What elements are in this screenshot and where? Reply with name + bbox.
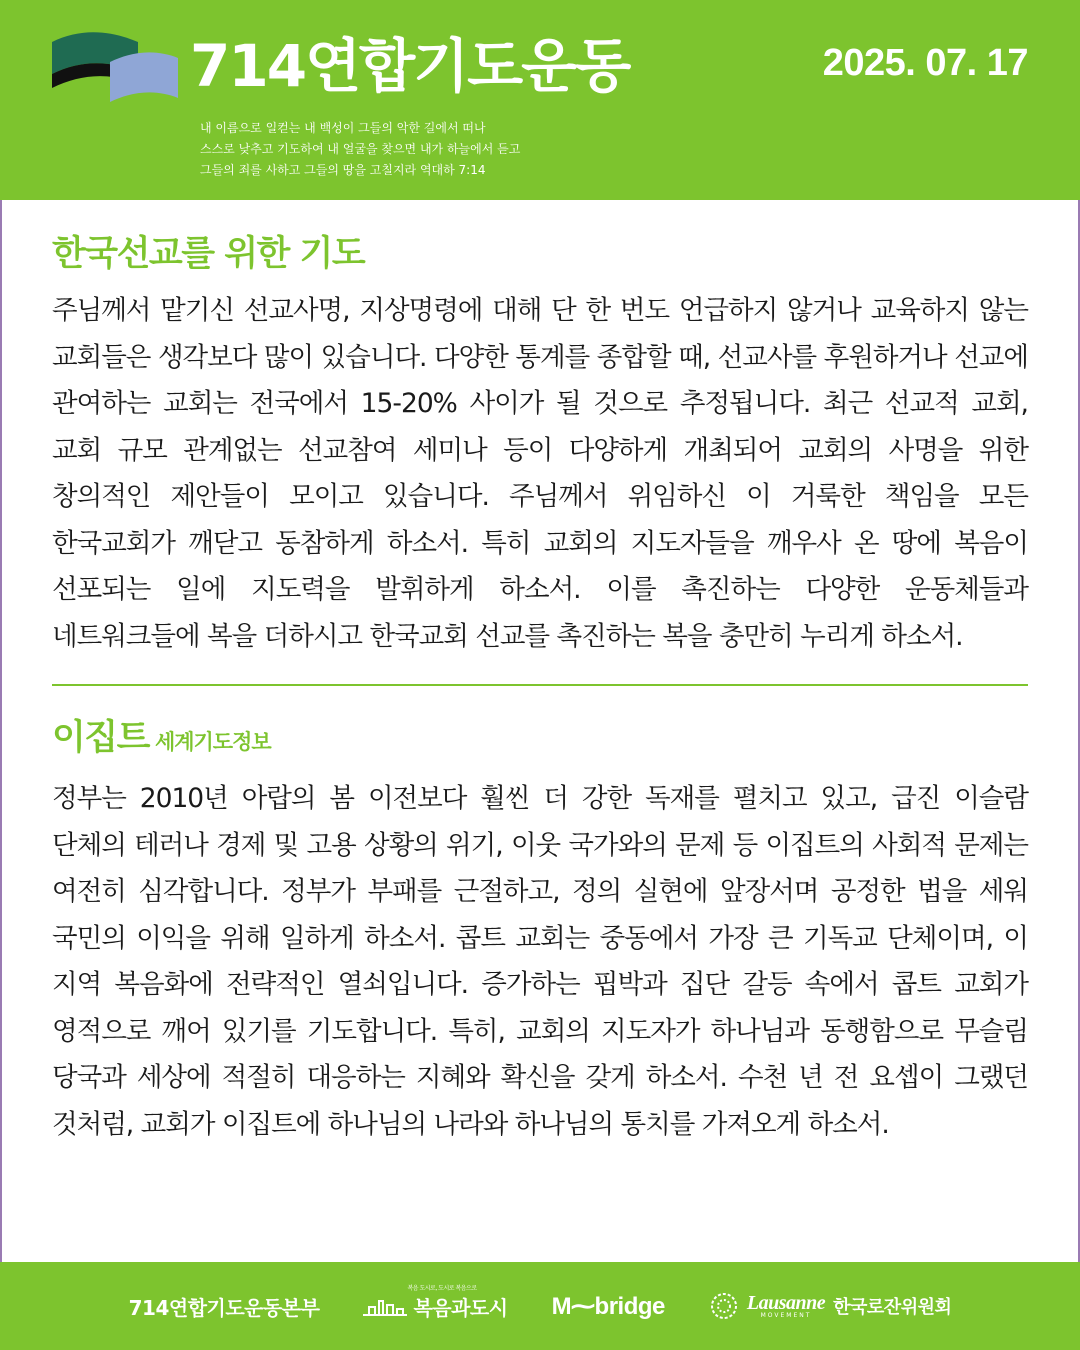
country-name: 이집트 bbox=[52, 718, 149, 758]
section-body-egypt: 정부는 2010년 아랍의 봄 이전보다 훨씬 더 강한 독재를 펼치고 있고, 급진 이슬람 단체의 테러나 경제 및 고용 상황의 위기, 이웃 국가와의 문제 등 이집트의 사회적 문제는 여전히 심각합니다. 정부가 부패를 근절하고, 정의 실현에 앞장서며 공정한 법을 세워 국민의 이익을 위해 일하게 하소서. 콥트 교회는 중동에서 가장 큰 기독교 단체이며, 이 지역 복음화에 전략적인 열쇠입니다. 증가하는 핍박과 집단 갈등 속에서 콥트 교회가 영적으로 깨어 있기를 기도합니다. 특히, 교회의 지도자가 하나님과 동행함으로 무슬림 당국과 세상에 적절히 대응하는 지혜와 확신을 갖게 하소서. 수천 년 전 요셉이 그랬던 것처럼, 교회가 이집트에 하나님의 나라와 하나님의 통치를 가져오게 하소서. bbox=[52, 783, 1028, 1140]
section-body-korea-missions: 주님께서 맡기신 선교사명, 지상명령에 대해 단 한 번도 언급하지 않거나 교육하지 않는 교회들은 생각보다 많이 있습니다. 다양한 통계를 종합할 때, 선교사를 후원하거나 선교에 관여하는 교회는 전국에서 15-20% 사이가 될 것으로 추정됩니다. 최근 선교적 교회, 교회 규모 관계없는 선교참여 세미나 등이 다양하게 개최되어 교회의 사명을 위한 창의적인 제안들이 모이고 있습니다. 주님께서 위임하신 이 거룩한 책임을 모든 한국교회가 깨닫고 동참하게 하소서. 특히 교회의 지도자들을 깨우사 온 땅에 복음이 선포되는 일에 지도력을 발휘하게 하소서. 이를 촉진하는 다양한 운동체들과 네트워크들에 복을 더하시고 한국교회 선교를 촉진하는 복을 충만히 누리게 하소서. bbox=[52, 295, 1028, 652]
gospel-city-label: 복음과도시 bbox=[413, 1295, 508, 1320]
brand-title: 714연합기도운동 bbox=[190, 32, 630, 100]
verse-line: 내 이름으로 일컫는 내 백성이 그들의 악한 길에서 떠나 bbox=[200, 121, 486, 135]
section-title-korea-missions: 한국선교를 위한 기도 bbox=[52, 234, 365, 274]
lausanne-wordmark bbox=[746, 1291, 826, 1319]
verse-line: 스스로 낮추고 기도하여 내 얼굴을 찾으면 내가 하늘에서 듣고 bbox=[200, 142, 521, 156]
date: 2025. 07. 17 bbox=[822, 42, 1028, 84]
partner-714-label: 714연합기도운동본부 bbox=[128, 1295, 320, 1320]
lausanne-word: Lausanne bbox=[746, 1291, 826, 1314]
partner-714 bbox=[129, 1292, 320, 1321]
section-subtitle: 세계기도정보 bbox=[154, 730, 271, 754]
partner-gospel-city bbox=[363, 1284, 508, 1321]
partner-mbridge bbox=[552, 1292, 665, 1321]
divider bbox=[52, 684, 1028, 686]
gospel-city-tagline: 복음 도시로, 도시로 복음으로 bbox=[407, 1284, 477, 1292]
content-panel bbox=[0, 200, 1080, 1262]
footer-partners bbox=[0, 1262, 1080, 1350]
partner-lausanne bbox=[709, 1291, 951, 1321]
lausanne-sub: MOVEMENT bbox=[760, 1311, 812, 1319]
header bbox=[0, 0, 1080, 200]
city-skyline-icon bbox=[363, 1295, 407, 1317]
verse-line: 그들의 죄를 사하고 그들의 땅을 고칠지라 역대하 7:14 bbox=[200, 163, 486, 177]
section-title-egypt bbox=[52, 714, 1028, 766]
lausanne-korea-label: 한국로잔위원회 bbox=[833, 1297, 952, 1318]
mbridge-label: M⁓bridge bbox=[551, 1292, 665, 1320]
flag-logo-icon bbox=[50, 28, 180, 106]
lausanne-globe-icon bbox=[709, 1291, 739, 1321]
bible-verse bbox=[200, 118, 760, 181]
